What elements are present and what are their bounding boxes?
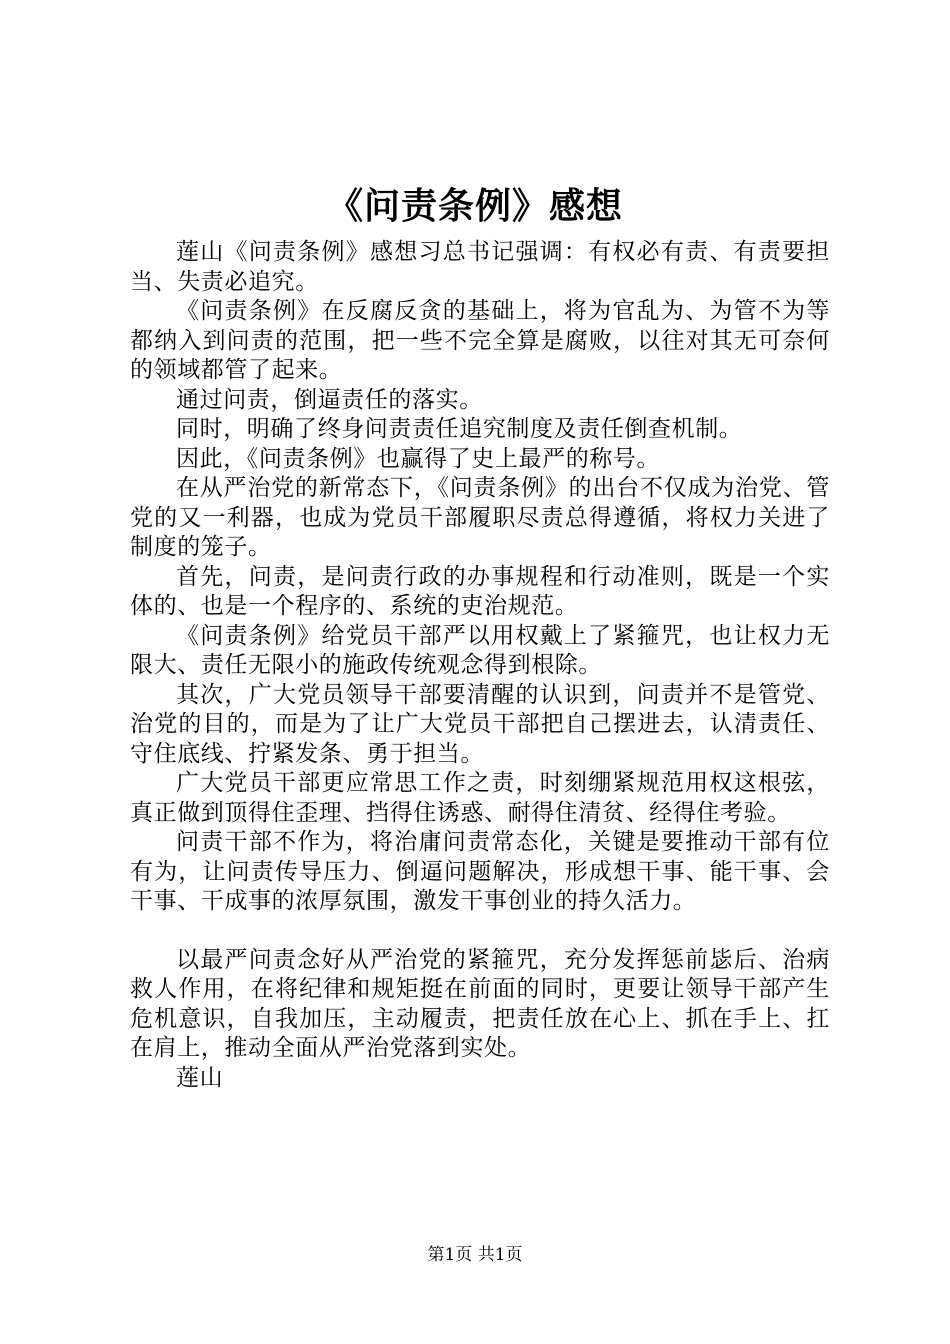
paragraph: 在从严治党的新常态下，《问责条例》的出台不仅成为治党、管党的又一利器，也成为党员干部履职尽责总得遵循，将权力关进了制度的笼子。 [130,475,830,560]
paragraph: 首先，问责，是问责行政的办事规程和行动准则，既是一个实体的、也是一个程序的、系统的吏治规范。 [130,563,830,619]
paragraph: 问责干部不作为，将治庸问责常态化，关键是要推动干部有位有为，让问责传导压力、倒逼问题解决，形成想干事、能干事、会干事、干成事的浓厚氛围，激发干事创业的持久活力。 [130,829,830,914]
paragraph: 广大党员干部更应常思工作之责，时刻绷紧规范用权这根弦，真正做到顶得住歪理、挡得住诱惑、耐得住清贫、经得住考验。 [130,770,830,826]
page-footer: 第1页 共1页 [427,1245,523,1265]
paragraph: 其次，广大党员领导干部要清醒的认识到，问责并不是管党、治党的目的，而是为了让广大党员干部把自己摆进去，认清责任、守住底线、拧紧发条、勇于担当。 [130,681,830,767]
paragraph: 《问责条例》给党员干部严以用权戴上了紧箍咒，也让权力无限大、责任无限小的施政传统观念得到根除。 [130,622,830,678]
signature: 莲山 [176,1064,224,1091]
document-body [130,238,830,1093]
paragraph: 莲山《问责条例》感想习总书记强调：有权必有责、有责要担当、失责必追究。 [130,239,830,295]
paragraph: 以最严问责念好从严治党的紧箍咒，充分发挥惩前毖后、治病救人作用，在将纪律和规矩挺在前面的同时，更要让领导干部产生危机意识，自我加压，主动履责，把责任放在心上、抓在手上、扛在肩上，推动全面从严治党落到实处。 [130,946,830,1061]
paragraph: 同时，明确了终身问责责任追究制度及责任倒查机制。 [176,416,743,442]
paragraph: 《问责条例》在反腐反贪的基础上，将为官乱为、为管不为等都纳入到问责的范围，把一些不完全算是腐败，以往对其无可奈何的领域都管了起来。 [130,298,830,383]
document-title: 《问责条例》感想 [326,185,623,227]
paragraph: 通过问责，倒逼责任的落实。 [176,386,483,413]
paragraph: 因此，《问责条例》也赢得了史上最严的称号。 [176,445,661,472]
